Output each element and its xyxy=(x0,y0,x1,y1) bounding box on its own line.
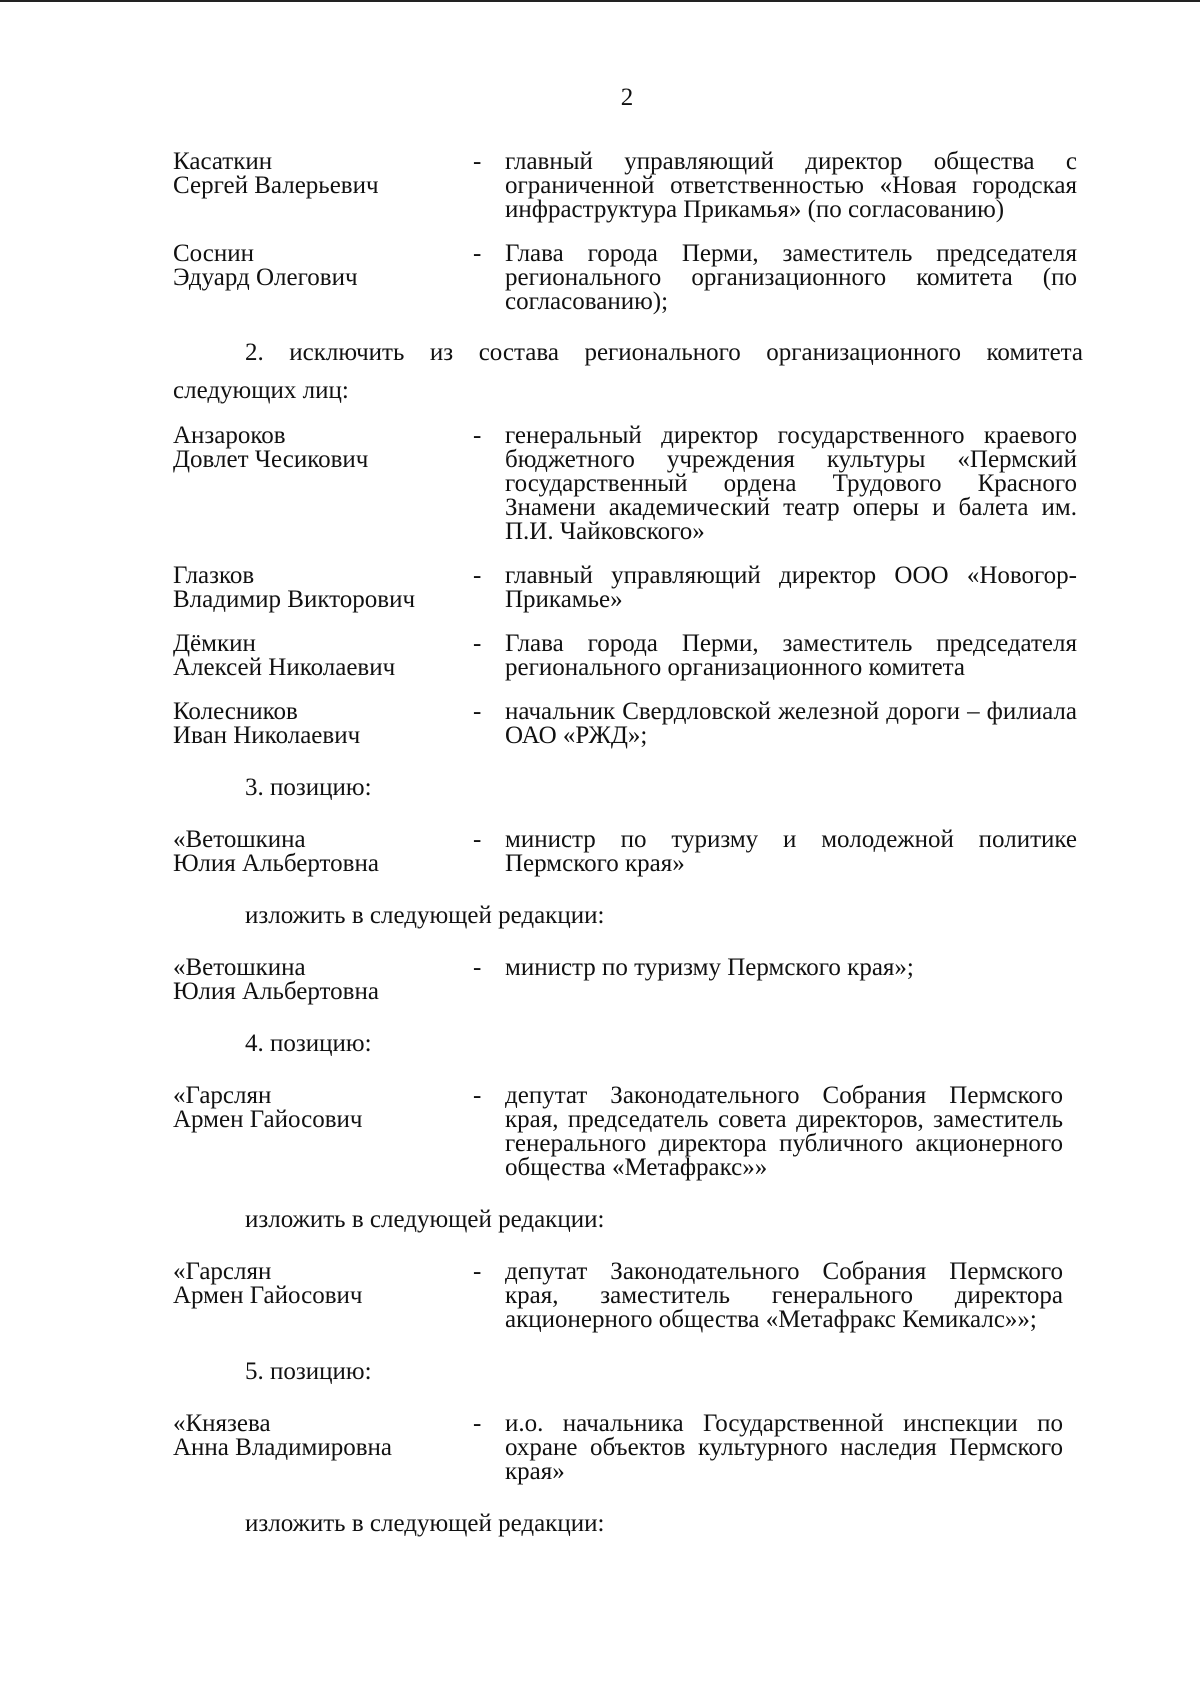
member-entry-kolesnikov xyxy=(173,698,1077,749)
document-body xyxy=(173,150,1083,1538)
entry-dash: - xyxy=(473,1258,482,1285)
member-surname: Дёмкин xyxy=(173,630,256,657)
member-name xyxy=(173,564,473,612)
entry-dash: - xyxy=(473,1410,482,1437)
member-name xyxy=(173,828,473,876)
position-heading-3: 3. позицию: xyxy=(245,774,372,801)
member-given-names: Армен Гайосович xyxy=(173,1106,363,1133)
member-surname: Анзароков xyxy=(173,422,286,449)
member-entry-kasatkin xyxy=(173,148,1077,223)
position-heading-5: 5. позицию: xyxy=(245,1358,372,1385)
member-given-names: Анна Владимировна xyxy=(173,1434,392,1461)
member-surname: «Гарслян xyxy=(173,1258,272,1285)
member-position: депутат Законодательного Собрания Пермского края, заместитель генерального директора акционерного общества «Метафракс Кемикалс»»; xyxy=(505,1258,1063,1333)
member-name xyxy=(173,424,473,544)
member-name xyxy=(173,150,473,222)
entry-dash: - xyxy=(473,630,482,657)
page-number: 2 xyxy=(620,84,634,111)
member-name xyxy=(173,1412,473,1484)
position-5-old-entry xyxy=(173,1412,1073,1484)
member-surname: «Гарслян xyxy=(173,1082,272,1109)
member-given-names: Эдуард Олегович xyxy=(173,264,358,291)
member-position: главный управляющий директор ООО «Новогор-Прикамье» xyxy=(505,562,1077,613)
position-heading-4: 4. позицию: xyxy=(245,1030,372,1057)
member-surname: «Ветошкина xyxy=(173,954,306,981)
member-given-names: Алексей Николаевич xyxy=(173,654,396,681)
member-position: и.о. начальника Государственной инспекции по охране объектов культурного наследия Пермского края» xyxy=(505,1410,1063,1485)
restate-label: изложить в следующей редакции: xyxy=(245,1206,605,1233)
member-position: депутат Законодательного Собрания Пермского края, председатель совета директоров, заместитель генерального директора публичного акционерного общества «Метафракс»» xyxy=(505,1082,1063,1181)
member-position: главный управляющий директор общества с ограниченной ответственностью «Новая городская инфраструктура Прикамья» (по согласованию) xyxy=(505,148,1077,223)
member-given-names: Довлет Чесикович xyxy=(173,446,369,473)
entry-dash: - xyxy=(473,826,482,853)
restate-label: изложить в следующей редакции: xyxy=(245,902,605,929)
member-name xyxy=(173,956,473,1004)
member-position: министр по туризму и молодежной политике Пермского края» xyxy=(505,826,1077,877)
member-surname: «Ветошкина xyxy=(173,826,306,853)
restate-label: изложить в следующей редакции: xyxy=(245,1510,605,1537)
entry-dash: - xyxy=(473,240,482,267)
member-position: министр по туризму Пермского края»; xyxy=(505,954,914,981)
entry-dash: - xyxy=(473,562,482,589)
position-4-new-entry xyxy=(173,1260,1073,1332)
member-name xyxy=(173,242,473,314)
member-position: Глава города Перми, заместитель председателя регионального организационного комитета xyxy=(505,630,1077,681)
position-4-old-entry xyxy=(173,1084,1073,1180)
member-surname: Колесников xyxy=(173,698,298,725)
member-position: Глава города Перми, заместитель председателя регионального организационного комитета (по согласованию); xyxy=(505,240,1077,315)
member-surname: Касаткин xyxy=(173,148,273,175)
entry-dash: - xyxy=(473,698,482,725)
member-given-names: Сергей Валерьевич xyxy=(173,172,379,199)
member-surname: Соснин xyxy=(173,240,255,267)
member-name xyxy=(173,700,473,748)
member-name xyxy=(173,1260,473,1332)
member-position: генеральный директор государственного краевого бюджетного учреждения культуры «Пермский государственный ордена Трудового Красного Знамени академический театр оперы и балета им. П.И. Чайковского» xyxy=(505,422,1077,545)
member-surname: «Князева xyxy=(173,1410,271,1437)
member-given-names: Юлия Альбертовна xyxy=(173,850,379,877)
member-given-names: Иван Николаевич xyxy=(173,722,361,749)
member-surname: Глазков xyxy=(173,562,255,589)
member-position: начальник Свердловской железной дороги – филиала ОАО «РЖД»; xyxy=(505,698,1077,749)
member-name xyxy=(173,632,473,680)
member-entry-sosnin xyxy=(173,240,1077,315)
entry-dash: - xyxy=(473,954,482,981)
position-3-new-entry xyxy=(173,956,1073,1004)
exclude-paragraph: 2. исключить из состава регионального организационного комитета следующих лиц: xyxy=(173,339,1083,404)
entry-dash: - xyxy=(473,148,482,175)
member-entry-demkin xyxy=(173,630,1077,681)
member-entry-anzarokov xyxy=(173,422,1077,545)
member-given-names: Юлия Альбертовна xyxy=(173,978,379,1005)
member-entry-glazkov xyxy=(173,562,1077,613)
position-3-old-entry xyxy=(173,826,1077,877)
member-given-names: Владимир Викторович xyxy=(173,586,416,613)
entry-dash: - xyxy=(473,1082,482,1109)
member-name xyxy=(173,1084,473,1180)
entry-dash: - xyxy=(473,422,482,449)
member-given-names: Армен Гайосович xyxy=(173,1282,363,1309)
